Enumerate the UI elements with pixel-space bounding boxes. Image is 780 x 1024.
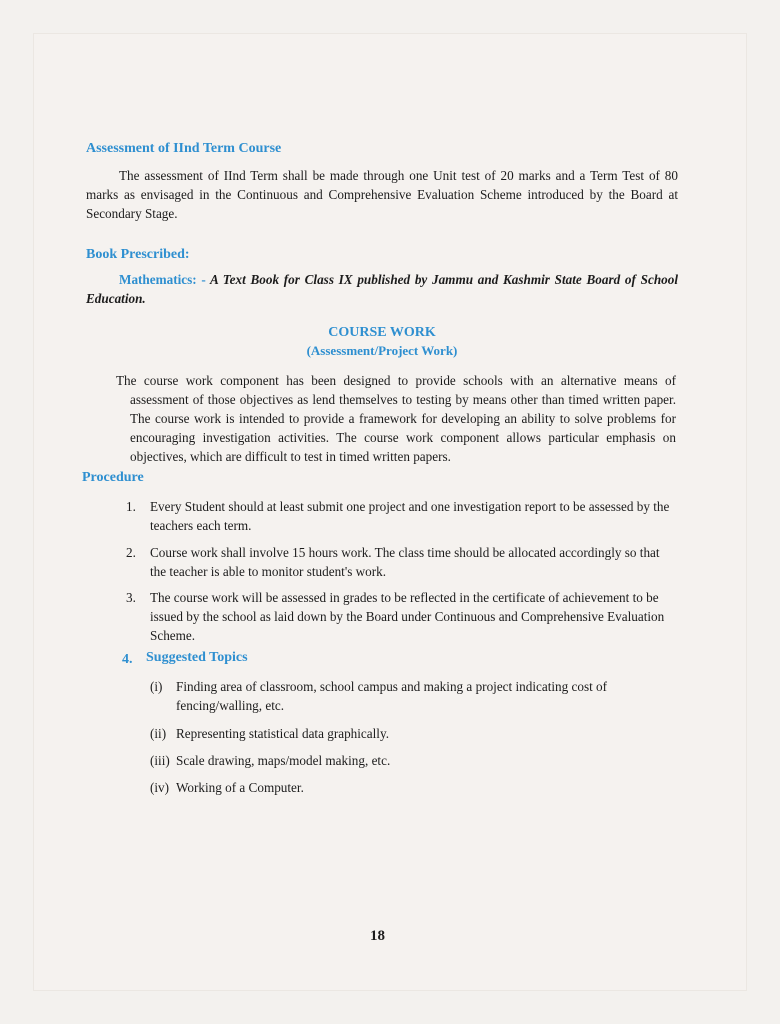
- procedure-item-text: Every Student should at least submit one project and one investigation report to be assessed by the teachers each term.: [150, 499, 670, 533]
- book-heading: Book Prescribed:: [86, 247, 190, 262]
- book-subject-label: Mathematics: -: [119, 272, 206, 287]
- procedure-item-text: The course work will be assessed in grades to be reflected in the certificate of achievement to be issued by the school as laid down by the Board under Continuous and Comprehensive Evaluation Scheme.: [150, 590, 665, 643]
- procedure-item-number: 1.: [126, 499, 136, 514]
- topic-text: Representing statistical data graphically.: [176, 726, 390, 741]
- assessment-paragraph: The assessment of IInd Term shall be made through one Unit test of 20 marks and a Term Test of 80 marks as envisaged in the Continuous and Comprehensive Evaluation Scheme introduced by the Board at Secondary Stage.: [86, 168, 678, 221]
- topic-number: (i): [150, 679, 163, 694]
- topic-text: Finding area of classroom, school campus and making a project indicating cost of fencing/walling, etc.: [176, 679, 608, 713]
- procedure-item-number: 2.: [126, 545, 136, 560]
- topic-number: (iv): [150, 780, 170, 795]
- course-work-subtitle: (Assessment/Project Work): [306, 343, 458, 358]
- book-title: A Text Book for Class IX published by Jammu and Kashmir State Board of School Education.: [86, 272, 679, 306]
- course-work-title: COURSE WORK: [328, 325, 436, 340]
- course-work-paragraph: The course work component has been designed to provide schools with an alternative means of assessment of those objectives as lend themselves to testing by means other than timed written paper. The course work is intended to provide a framework for developing an ability to solve problems for encouraging investigation activities. The course work component allows particular emphasis on objectives, which are difficult to test in timed written papers.: [116, 373, 676, 464]
- topic-text: Scale drawing, maps/model making, etc.: [176, 753, 391, 768]
- topic-number: (iii): [150, 753, 170, 768]
- book-paragraph: [86, 270, 678, 308]
- topic-number: (ii): [150, 726, 167, 741]
- assessment-heading: Assessment of IInd Term Course: [86, 141, 282, 156]
- procedure-item-number: 3.: [126, 590, 136, 605]
- page-number: 18: [370, 928, 385, 944]
- topics-number: 4.: [122, 652, 133, 667]
- topics-heading: Suggested Topics: [146, 650, 248, 665]
- procedure-heading: Procedure: [82, 470, 144, 485]
- procedure-item-text: Course work shall involve 15 hours work. The class time should be allocated accordingly so that the teacher is able to monitor student's work.: [150, 545, 660, 579]
- topic-text: Working of a Computer.: [176, 780, 304, 795]
